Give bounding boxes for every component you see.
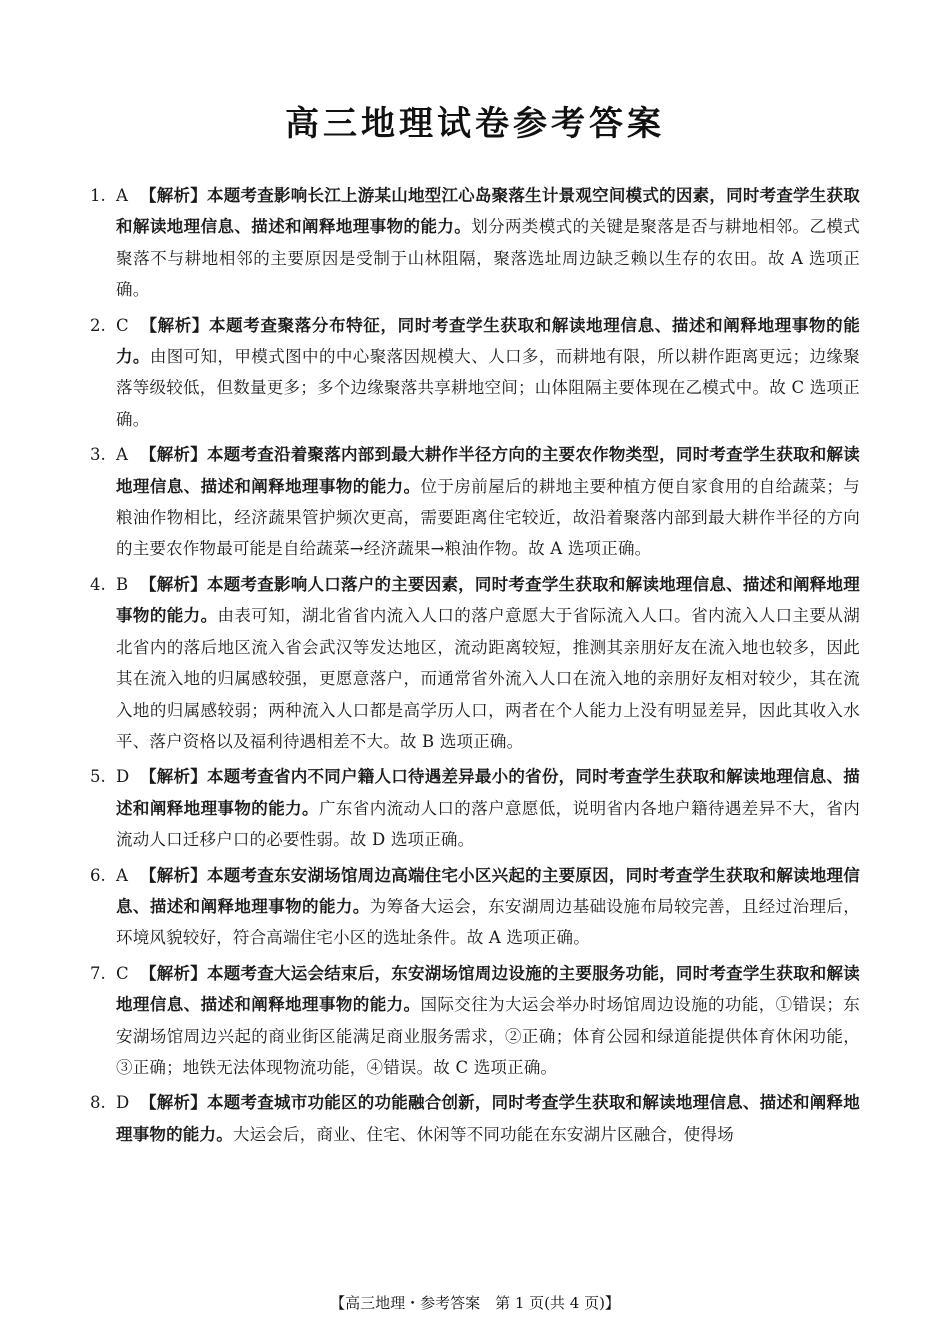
analysis-body: 划分两类模式的关键是聚落是否与耕地相邻。乙模式聚落不与耕地相邻的主要原因是受制于山林阻隔，聚落选址周边缺乏赖以生存的农田。故 A 选项正确。 <box>116 217 860 300</box>
item-number: 7. <box>90 963 106 983</box>
answer-letter: D <box>116 1093 130 1113</box>
analysis-body: 广东省内流动人口的落户意愿低，说明省内各地户籍待遇差异不大，省内流动人口迁移户口的必要性弱。故 D 选项正确。 <box>116 798 860 850</box>
analysis-tag: 【解析】 <box>140 315 210 335</box>
analysis-body: 位于房前屋后的耕地主要种植方便自家食用的自给蔬菜；与粮油作物相比，经济蔬果管护频次更高，需要距离住宅较近，故沿着聚落内部到最大耕作半径的方向的主要农作物最可能是自给蔬菜→经济蔬果→粮油作物。故 A 选项正确。 <box>116 476 860 559</box>
item-number: 2. <box>90 315 106 335</box>
answer-item-3 <box>90 439 860 565</box>
analysis-body: 国际交往为大运会举办时场馆周边设施的功能，①错误；东安湖场馆周边兴起的商业街区能满足商业服务需求，②正确；体育公园和绿道能提供体育休闲功能，③正确；地铁无法体现物流功能，④错误。故 C 选项正确。 <box>116 995 860 1077</box>
analysis-tag: 【解析】 <box>140 767 208 787</box>
item-number: 5. <box>90 767 106 787</box>
analysis-tag: 【解析】 <box>140 445 208 465</box>
analysis-focus: 本题考查沿着聚落内部到最大耕作半径方向的主要农作物类型，同时考查学生获取和解读地理信息、描述和阐释地理事物的能力。 <box>116 445 860 496</box>
answer-letter: A <box>116 445 129 465</box>
analysis-focus: 本题考查影响人口落户的主要因素，同时考查学生获取和解读地理信息、描述和阐释地理事物的能力。 <box>116 574 860 626</box>
analysis-focus: 本题考查东安湖场馆周边高端住宅小区兴起的主要原因，同时考查学生获取和解读地理信息、描述和阐释地理事物的能力。 <box>116 865 860 916</box>
analysis-focus: 本题考查城市功能区的功能融合创新，同时考查学生获取和解读地理信息、描述和阐释地理事物的能力。 <box>116 1093 860 1144</box>
analysis-body: 由表可知，湖北省省内流入人口的落户意愿大于省际流入人口。省内流入人口主要从湖北省内的落后地区流入省会武汉等发达地区，流动距离较短，推测其亲朋好友在流入地也较多，因此其在流入地的归属感较强，更愿意落户，而通常省外流入人口在流入地的亲朋好友相对较少，其在流入地的归属感较弱；两种流入人口都是高学历人口，两者在个人能力上没有明显差异，因此其收入水平、落户资格以及福利待遇相差不大。故 B 选项正确。 <box>116 606 860 751</box>
answer-item-4 <box>90 569 860 757</box>
analysis-focus: 本题考查影响长江上游某山地型江心岛聚落生计景观空间模式的因素，同时考查学生获取和解读地理信息、描述和阐释地理事物的能力。 <box>116 186 860 237</box>
analysis-focus: 本题考查省内不同户籍人口待遇差异最小的省份，同时考查学生获取和解读地理信息、描述和阐释地理事物的能力。 <box>116 767 860 818</box>
analysis-focus: 本题考查聚落分布特征，同时考查学生获取和解读地理信息、描述和阐释地理事物的能力。 <box>116 315 860 367</box>
item-number: 8. <box>90 1093 106 1113</box>
answer-item-6 <box>90 860 860 954</box>
analysis-tag: 【解析】 <box>140 963 208 983</box>
answer-letter: A <box>116 186 129 205</box>
answer-letter: B <box>116 574 129 594</box>
page-title: 高三地理试卷参考答案 <box>285 104 665 144</box>
answer-item-8 <box>90 1087 860 1150</box>
answer-item-1 <box>90 180 860 306</box>
answer-letter: C <box>116 963 129 983</box>
analysis-body: 为筹备大运会，东安湖周边基础设施布局较完善，且经过治理后，环境风貌较好，符合高端住宅小区的选址条件。故 A 选项正确。 <box>116 896 861 948</box>
item-number: 3. <box>90 445 106 465</box>
analysis-focus: 本题考查大运会结束后，东安湖场馆周边设施的主要服务功能，同时考查学生获取和解读地理信息、描述和阐释地理事物的能力。 <box>116 963 860 1015</box>
item-number: 6. <box>90 865 106 885</box>
page-footer: 【高三地理・参考答案 第 1 页(共 4 页)】 <box>330 1294 620 1312</box>
answer-letter: C <box>116 315 129 335</box>
answer-item-2 <box>90 310 860 436</box>
analysis-tag: 【解析】 <box>140 865 208 885</box>
answer-letter: A <box>116 865 129 885</box>
answer-list <box>90 180 860 1154</box>
analysis-tag: 【解析】 <box>140 186 208 205</box>
analysis-tag: 【解析】 <box>140 1093 208 1113</box>
analysis-tag: 【解析】 <box>140 574 208 594</box>
analysis-body: 由图可知，甲模式图中的中心聚落因规模大、人口多，而耕地有限，所以耕作距离更远；边缘聚落等级较低，但数量更多；多个边缘聚落共享耕地空间；山体阻隔主要体现在乙模式中。故 C 选项正确。 <box>116 347 860 429</box>
answer-item-7 <box>90 958 860 1084</box>
answer-item-5 <box>90 761 860 855</box>
answer-letter: D <box>116 767 130 787</box>
analysis-body: 大运会后，商业、住宅、休闲等不同功能在东安湖片区融合，使得场 <box>232 1124 734 1144</box>
item-number: 4. <box>90 574 106 594</box>
item-number: 1. <box>90 186 106 205</box>
